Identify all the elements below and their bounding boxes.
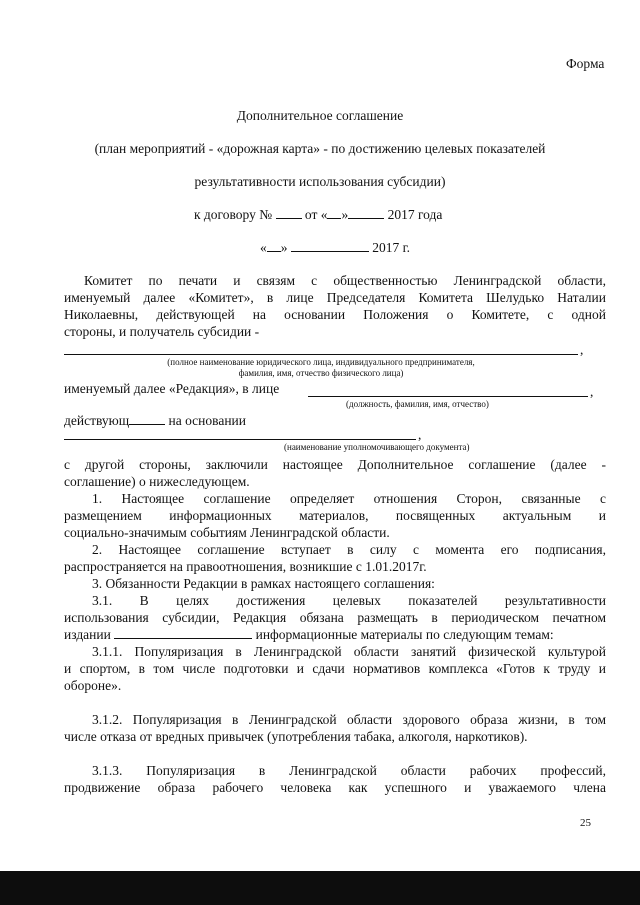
editorial-comma: , xyxy=(590,384,594,399)
contract-day-blank xyxy=(327,206,341,219)
authorizing-document-line xyxy=(64,439,416,440)
para2-line-2: распространяется на правоотношения, возникшие с 1.01.2017г. xyxy=(64,559,427,574)
title-line-3: результативности использования субсидии) xyxy=(194,174,446,189)
scan-bottom-edge xyxy=(0,871,640,905)
date-close: » xyxy=(280,240,288,255)
page-number: 25 xyxy=(580,817,591,829)
date-year: 2017 г. xyxy=(372,240,411,255)
para312-line-1: 3.1.2. Популяризация в Ленинградской области здорового образа жизни, в том xyxy=(92,712,606,727)
intro-line-4: стороны, и получатель субсидии - xyxy=(64,324,260,339)
contract-number-blank xyxy=(276,206,302,219)
para0-line-1: с другой стороны, заключили настоящее Дополнительное соглашение (далее - xyxy=(64,457,606,472)
acting-prefix: действующ xyxy=(64,413,130,428)
para313-line-2: продвижение образа рабочего человека как успешного и уважаемого члена xyxy=(64,780,606,795)
edition-suffix: информационные материалы по следующим темам: xyxy=(255,627,554,642)
contract-prefix: к договору № xyxy=(194,207,273,222)
recipient-hint-1: (полное наименование юридического лица, индивидуального предпринимателя, xyxy=(167,357,475,367)
para3-line-1: 3. Обязанности Редакции в рамках настоящего соглашения: xyxy=(92,576,435,591)
acting-suffix: на основании xyxy=(168,413,247,428)
editorial-representative-line xyxy=(308,396,588,397)
intro-line-2: именуемый далее «Комитет», в лице Председателя Комитета Шелудько Наталии xyxy=(64,290,606,305)
recipient-name-line xyxy=(64,354,578,355)
intro-line-1: Комитет по печати и связям с общественностью Ленинградской области, xyxy=(84,273,606,288)
edition-prefix: издании xyxy=(64,627,111,642)
contract-quote-close: » xyxy=(341,207,349,222)
edition-name-blank xyxy=(114,626,252,639)
date-month-blank xyxy=(291,239,369,252)
para1-line-3: социально-значимым событиям Ленинградской области. xyxy=(64,525,390,540)
para0-line-2: соглашение) о нижеследующем. xyxy=(64,474,250,489)
editorial-prefix: именуемый далее «Редакция», в лице xyxy=(64,381,280,396)
contract-from: от « xyxy=(304,207,328,222)
acting-ending-blank xyxy=(129,412,165,425)
date-day-blank xyxy=(267,239,281,252)
contract-month-blank xyxy=(348,206,384,219)
title-line-2: (план мероприятий - «дорожная карта» - по достижению целевых показателей xyxy=(94,141,546,156)
contract-year: 2017 года xyxy=(387,207,443,222)
document-comma: , xyxy=(418,427,422,442)
acting-line xyxy=(64,412,246,429)
date-open: « xyxy=(260,240,267,255)
para313-line-1: 3.1.3. Популяризация в Ленинградской области рабочих профессий, xyxy=(92,763,606,778)
para311-line-2: и спортом, в том числе подготовки и сдачи нормативов комплекса «Готов к труду и xyxy=(64,661,606,676)
para311-line-3: обороне». xyxy=(64,678,122,693)
para1-line-1: 1. Настоящее соглашение определяет отношения Сторон, связанные с xyxy=(92,491,606,506)
date-line xyxy=(260,239,410,256)
para31-line-1: 3.1. В целях достижения целевых показателей результативности xyxy=(92,593,606,608)
para31-line-3 xyxy=(64,626,554,643)
title-line-1: Дополнительное соглашение xyxy=(236,108,404,123)
para2-line-1: 2. Настоящее соглашение вступает в силу с момента его подписания, xyxy=(92,542,606,557)
recipient-comma: , xyxy=(580,342,584,357)
document-hint: (наименование уполномочивающего документа) xyxy=(284,442,470,452)
para311-line-1: 3.1.1. Популяризация в Ленинградской области занятий физической культурой xyxy=(92,644,606,659)
para31-line-2: использования субсидии, Редакция обязана размещать в периодическом печатном xyxy=(64,610,606,625)
para1-line-2: размещением информационных материалов, посвященных актуальным и xyxy=(64,508,606,523)
form-label: Форма xyxy=(566,56,605,71)
para312-line-2: числе отказа от вредных привычек (употребления табака, алкоголя, наркотиков). xyxy=(64,729,528,744)
editorial-hint: (должность, фамилия, имя, отчество) xyxy=(346,399,489,409)
contract-line xyxy=(194,206,442,223)
intro-line-3: Николаевны, действующей на основании Положения о Комитете, с одной xyxy=(64,307,606,322)
recipient-hint-2: фамилия, имя, отчество физического лица) xyxy=(238,368,404,378)
